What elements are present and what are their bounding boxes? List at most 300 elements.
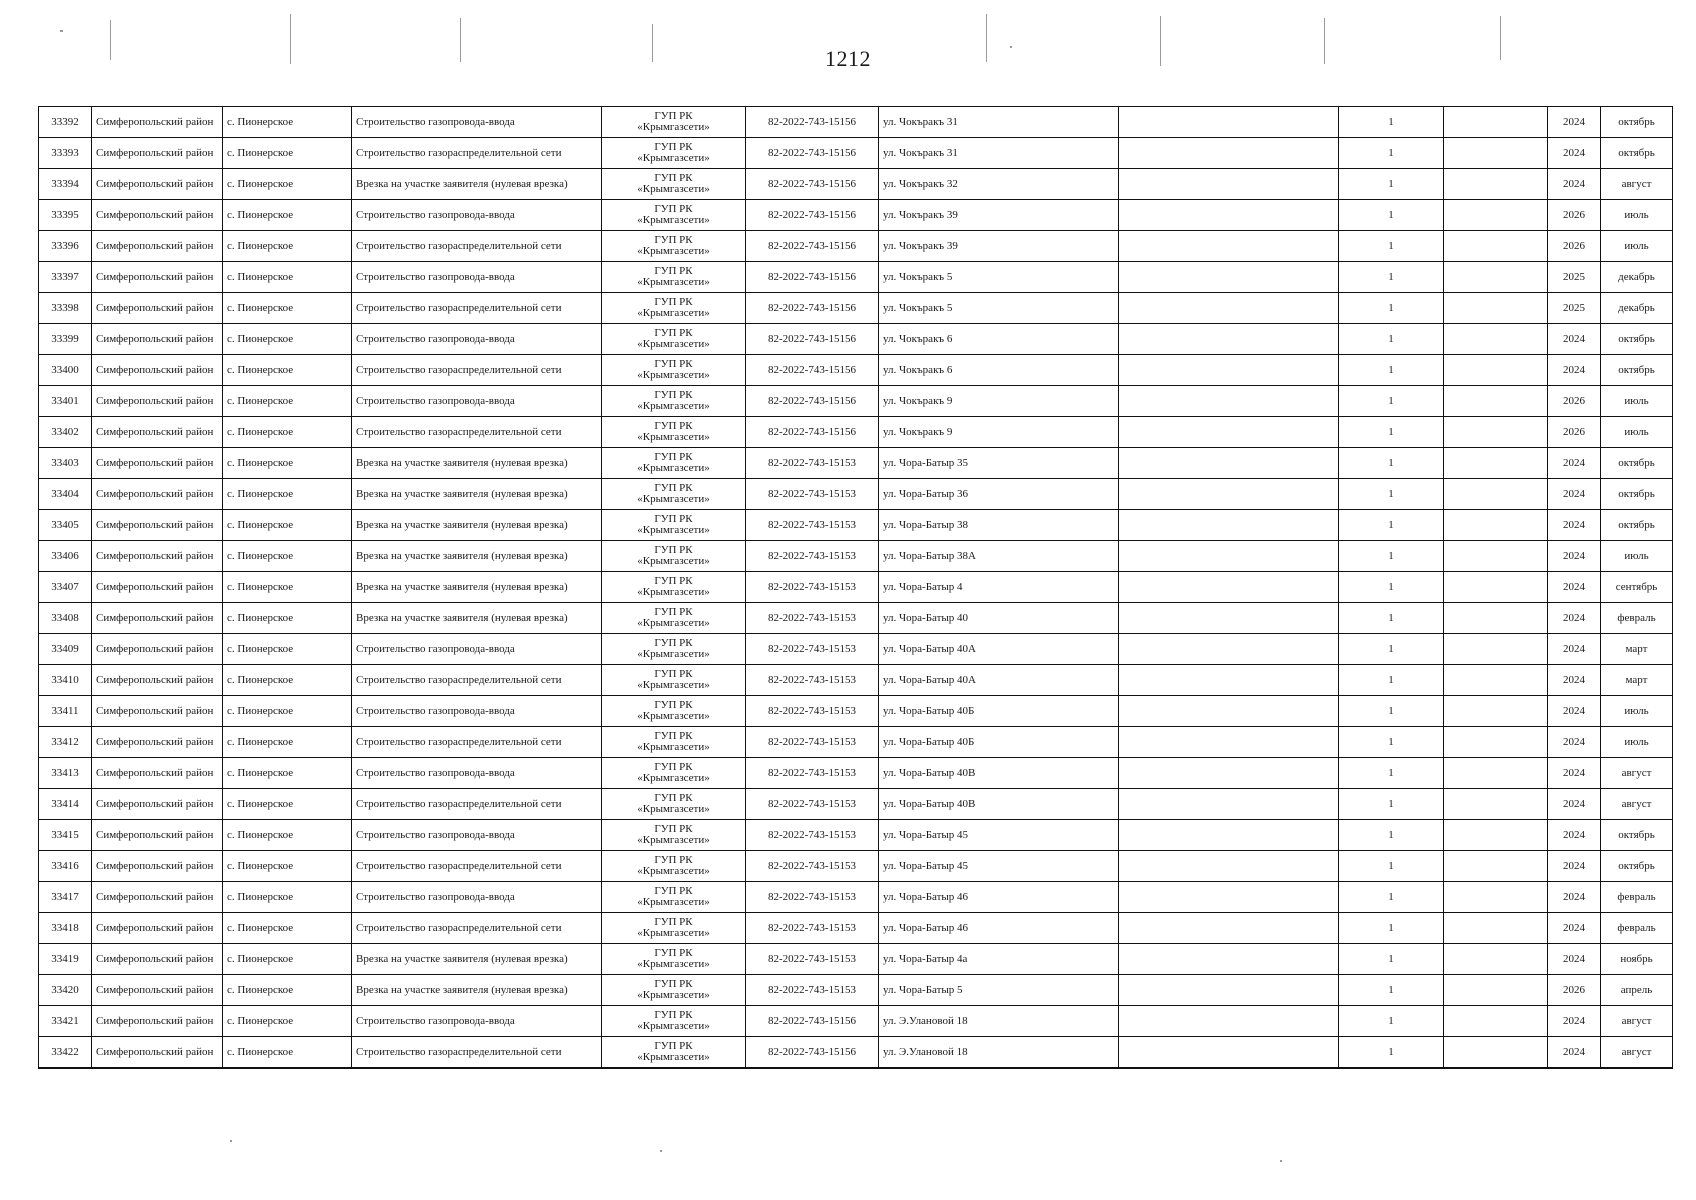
organization-cell [602, 665, 746, 696]
settlement-cell: с. Пионерское [223, 913, 352, 944]
empty-cell [1444, 510, 1548, 541]
count-cell: 1 [1339, 913, 1444, 944]
organization-line-2: «Крымгазсети» [637, 121, 710, 133]
settlement-cell: с. Пионерское [223, 789, 352, 820]
table-row [39, 541, 1673, 572]
district-cell: Симферопольский район [92, 355, 223, 386]
gasification-registry-table [38, 106, 1673, 1069]
count-cell: 1 [1339, 262, 1444, 293]
work-type-cell: Строительство газопровода-ввода [352, 882, 602, 913]
organization-cell [602, 634, 746, 665]
organization-line-1: ГУП РК [654, 947, 693, 959]
row-number-cell: 33416 [39, 851, 92, 882]
settlement-cell: с. Пионерское [223, 572, 352, 603]
empty-cell [1119, 603, 1339, 634]
year-cell: 2024 [1548, 1006, 1601, 1037]
year-cell: 2024 [1548, 572, 1601, 603]
organization-cell [602, 975, 746, 1006]
work-type-cell: Строительство газопровода-ввода [352, 107, 602, 138]
registry-code-cell: 82-2022-743-15153 [746, 479, 879, 510]
organization-line-2: «Крымгазсети» [637, 338, 710, 350]
empty-cell [1119, 448, 1339, 479]
work-type-cell: Строительство газораспределительной сети [352, 913, 602, 944]
address-cell: ул. Чора-Батыр 4а [879, 944, 1119, 975]
address-cell: ул. Чокъракъ 5 [879, 293, 1119, 324]
month-cell: октябрь [1601, 851, 1673, 882]
empty-cell [1119, 727, 1339, 758]
district-cell: Симферопольский район [92, 541, 223, 572]
empty-cell [1444, 696, 1548, 727]
count-cell: 1 [1339, 541, 1444, 572]
table-row [39, 789, 1673, 820]
district-cell: Симферопольский район [92, 324, 223, 355]
organization-cell [602, 479, 746, 510]
count-cell: 1 [1339, 789, 1444, 820]
count-cell: 1 [1339, 634, 1444, 665]
organization-line-1: ГУП РК [654, 916, 693, 928]
district-cell: Симферопольский район [92, 417, 223, 448]
organization-line-2: «Крымгазсети» [637, 431, 710, 443]
organization-cell [602, 293, 746, 324]
organization-line-1: ГУП РК [654, 978, 693, 990]
table-row [39, 293, 1673, 324]
registry-code-cell: 82-2022-743-15153 [746, 727, 879, 758]
row-number-cell: 33414 [39, 789, 92, 820]
settlement-cell: с. Пионерское [223, 262, 352, 293]
settlement-cell: с. Пионерское [223, 665, 352, 696]
empty-cell [1119, 324, 1339, 355]
address-cell: ул. Э.Улановой 18 [879, 1037, 1119, 1069]
count-cell: 1 [1339, 603, 1444, 634]
work-type-cell: Строительство газопровода-ввода [352, 200, 602, 231]
empty-cell [1444, 572, 1548, 603]
count-cell: 1 [1339, 293, 1444, 324]
organization-line-1: ГУП РК [654, 141, 693, 153]
organization-line-2: «Крымгазсети» [637, 369, 710, 381]
organization-line-2: «Крымгазсети» [637, 1051, 710, 1063]
empty-cell [1444, 603, 1548, 634]
registry-code-cell: 82-2022-743-15153 [746, 634, 879, 665]
month-cell: октябрь [1601, 138, 1673, 169]
month-cell: февраль [1601, 603, 1673, 634]
month-cell: декабрь [1601, 262, 1673, 293]
work-type-cell: Строительство газораспределительной сети [352, 727, 602, 758]
empty-cell [1119, 1037, 1339, 1069]
organization-line-2: «Крымгазсети» [637, 307, 710, 319]
organization-cell [602, 510, 746, 541]
empty-cell [1119, 572, 1339, 603]
organization-line-2: «Крымгазсети» [637, 958, 710, 970]
year-cell: 2024 [1548, 634, 1601, 665]
district-cell: Симферопольский район [92, 138, 223, 169]
empty-cell [1444, 262, 1548, 293]
registry-code-cell: 82-2022-743-15153 [746, 696, 879, 727]
empty-cell [1444, 355, 1548, 386]
count-cell: 1 [1339, 851, 1444, 882]
row-number-cell: 33393 [39, 138, 92, 169]
row-number-cell: 33407 [39, 572, 92, 603]
settlement-cell: с. Пионерское [223, 293, 352, 324]
empty-cell [1119, 944, 1339, 975]
address-cell: ул. Чокъракъ 39 [879, 200, 1119, 231]
count-cell: 1 [1339, 1006, 1444, 1037]
month-cell: октябрь [1601, 324, 1673, 355]
work-type-cell: Врезка на участке заявителя (нулевая врезка) [352, 975, 602, 1006]
registry-code-cell: 82-2022-743-15153 [746, 758, 879, 789]
organization-line-2: «Крымгазсети» [637, 183, 710, 195]
registry-code-cell: 82-2022-743-15153 [746, 603, 879, 634]
organization-line-1: ГУП РК [654, 327, 693, 339]
table-row [39, 603, 1673, 634]
empty-cell [1119, 510, 1339, 541]
year-cell: 2026 [1548, 200, 1601, 231]
organization-cell [602, 324, 746, 355]
count-cell: 1 [1339, 820, 1444, 851]
table-row [39, 169, 1673, 200]
row-number-cell: 33398 [39, 293, 92, 324]
empty-cell [1444, 386, 1548, 417]
table-row [39, 1006, 1673, 1037]
organization-line-1: ГУП РК [654, 265, 693, 277]
address-cell: ул. Чора-Батыр 35 [879, 448, 1119, 479]
organization-line-2: «Крымгазсети» [637, 276, 710, 288]
settlement-cell: с. Пионерское [223, 1006, 352, 1037]
year-cell: 2024 [1548, 1037, 1601, 1069]
count-cell: 1 [1339, 727, 1444, 758]
district-cell: Симферопольский район [92, 758, 223, 789]
registry-code-cell: 82-2022-743-15156 [746, 231, 879, 262]
empty-cell [1119, 293, 1339, 324]
empty-cell [1119, 696, 1339, 727]
count-cell: 1 [1339, 324, 1444, 355]
year-cell: 2024 [1548, 479, 1601, 510]
table-row [39, 138, 1673, 169]
year-cell: 2024 [1548, 696, 1601, 727]
organization-cell [602, 913, 746, 944]
month-cell: ноябрь [1601, 944, 1673, 975]
table-row [39, 696, 1673, 727]
address-cell: ул. Э.Улановой 18 [879, 1006, 1119, 1037]
address-cell: ул. Чора-Батыр 38 [879, 510, 1119, 541]
address-cell: ул. Чора-Батыр 46 [879, 882, 1119, 913]
organization-line-1: ГУП РК [654, 885, 693, 897]
empty-cell [1119, 882, 1339, 913]
organization-line-2: «Крымгазсети» [637, 493, 710, 505]
registry-code-cell: 82-2022-743-15153 [746, 820, 879, 851]
registry-code-cell: 82-2022-743-15156 [746, 293, 879, 324]
district-cell: Симферопольский район [92, 479, 223, 510]
settlement-cell: с. Пионерское [223, 882, 352, 913]
table-row [39, 1037, 1673, 1069]
year-cell: 2024 [1548, 851, 1601, 882]
month-cell: июль [1601, 727, 1673, 758]
organization-line-1: ГУП РК [654, 792, 693, 804]
table-row [39, 882, 1673, 913]
district-cell: Симферопольский район [92, 944, 223, 975]
empty-cell [1119, 417, 1339, 448]
row-number-cell: 33395 [39, 200, 92, 231]
row-number-cell: 33405 [39, 510, 92, 541]
district-cell: Симферопольский район [92, 820, 223, 851]
row-number-cell: 33406 [39, 541, 92, 572]
count-cell: 1 [1339, 572, 1444, 603]
registry-code-cell: 82-2022-743-15153 [746, 541, 879, 572]
registry-code-cell: 82-2022-743-15156 [746, 386, 879, 417]
empty-cell [1119, 479, 1339, 510]
organization-line-2: «Крымгазсети» [637, 1020, 710, 1032]
settlement-cell: с. Пионерское [223, 820, 352, 851]
year-cell: 2024 [1548, 913, 1601, 944]
work-type-cell: Врезка на участке заявителя (нулевая врезка) [352, 169, 602, 200]
organization-cell [602, 169, 746, 200]
work-type-cell: Врезка на участке заявителя (нулевая врезка) [352, 448, 602, 479]
organization-cell [602, 417, 746, 448]
registry-code-cell: 82-2022-743-15153 [746, 510, 879, 541]
table-row [39, 758, 1673, 789]
row-number-cell: 33411 [39, 696, 92, 727]
organization-line-2: «Крымгазсети» [637, 772, 710, 784]
year-cell: 2024 [1548, 820, 1601, 851]
empty-cell [1444, 479, 1548, 510]
row-number-cell: 33402 [39, 417, 92, 448]
settlement-cell: с. Пионерское [223, 169, 352, 200]
settlement-cell: с. Пионерское [223, 200, 352, 231]
registry-code-cell: 82-2022-743-15156 [746, 107, 879, 138]
district-cell: Симферопольский район [92, 572, 223, 603]
empty-cell [1444, 417, 1548, 448]
empty-cell [1444, 200, 1548, 231]
empty-cell [1119, 231, 1339, 262]
organization-line-2: «Крымгазсети» [637, 927, 710, 939]
settlement-cell: с. Пионерское [223, 603, 352, 634]
table-row [39, 200, 1673, 231]
work-type-cell: Строительство газопровода-ввода [352, 262, 602, 293]
empty-cell [1444, 665, 1548, 696]
count-cell: 1 [1339, 510, 1444, 541]
organization-line-2: «Крымгазсети» [637, 679, 710, 691]
address-cell: ул. Чора-Батыр 40Б [879, 696, 1119, 727]
row-number-cell: 33400 [39, 355, 92, 386]
address-cell: ул. Чора-Батыр 40В [879, 758, 1119, 789]
empty-cell [1119, 975, 1339, 1006]
settlement-cell: с. Пионерское [223, 479, 352, 510]
address-cell: ул. Чора-Батыр 38А [879, 541, 1119, 572]
organization-line-2: «Крымгазсети» [637, 524, 710, 536]
settlement-cell: с. Пионерское [223, 107, 352, 138]
month-cell: июль [1601, 541, 1673, 572]
district-cell: Симферопольский район [92, 882, 223, 913]
organization-line-2: «Крымгазсети» [637, 555, 710, 567]
month-cell: июль [1601, 386, 1673, 417]
registry-code-cell: 82-2022-743-15156 [746, 200, 879, 231]
row-number-cell: 33421 [39, 1006, 92, 1037]
count-cell: 1 [1339, 696, 1444, 727]
row-number-cell: 33397 [39, 262, 92, 293]
empty-cell [1444, 820, 1548, 851]
empty-cell [1119, 634, 1339, 665]
work-type-cell: Строительство газопровода-ввода [352, 386, 602, 417]
empty-cell [1444, 944, 1548, 975]
organization-line-2: «Крымгазсети» [637, 462, 710, 474]
empty-cell [1119, 820, 1339, 851]
table-row [39, 386, 1673, 417]
work-type-cell: Строительство газопровода-ввода [352, 820, 602, 851]
year-cell: 2024 [1548, 665, 1601, 696]
organization-cell [602, 138, 746, 169]
organization-line-1: ГУП РК [654, 544, 693, 556]
table-row [39, 355, 1673, 386]
district-cell: Симферопольский район [92, 975, 223, 1006]
table-row [39, 231, 1673, 262]
address-cell: ул. Чокъракъ 5 [879, 262, 1119, 293]
address-cell: ул. Чокъракъ 6 [879, 355, 1119, 386]
district-cell: Симферопольский район [92, 665, 223, 696]
work-type-cell: Строительство газопровода-ввода [352, 696, 602, 727]
work-type-cell: Строительство газопровода-ввода [352, 1006, 602, 1037]
registry-body [39, 107, 1673, 1069]
organization-cell [602, 944, 746, 975]
month-cell: октябрь [1601, 448, 1673, 479]
month-cell: апрель [1601, 975, 1673, 1006]
row-number-cell: 33403 [39, 448, 92, 479]
table-row [39, 913, 1673, 944]
district-cell: Симферопольский район [92, 200, 223, 231]
organization-line-1: ГУП РК [654, 668, 693, 680]
work-type-cell: Строительство газораспределительной сети [352, 1037, 602, 1069]
year-cell: 2025 [1548, 293, 1601, 324]
month-cell: октябрь [1601, 510, 1673, 541]
year-cell: 2024 [1548, 324, 1601, 355]
count-cell: 1 [1339, 355, 1444, 386]
year-cell: 2024 [1548, 882, 1601, 913]
empty-cell [1444, 913, 1548, 944]
organization-line-1: ГУП РК [654, 1009, 693, 1021]
organization-line-1: ГУП РК [654, 389, 693, 401]
settlement-cell: с. Пионерское [223, 727, 352, 758]
registry-code-cell: 82-2022-743-15156 [746, 417, 879, 448]
year-cell: 2024 [1548, 448, 1601, 479]
work-type-cell: Строительство газораспределительной сети [352, 231, 602, 262]
district-cell: Симферопольский район [92, 727, 223, 758]
work-type-cell: Строительство газораспределительной сети [352, 355, 602, 386]
table-row [39, 944, 1673, 975]
count-cell: 1 [1339, 169, 1444, 200]
district-cell: Симферопольский район [92, 696, 223, 727]
row-number-cell: 33396 [39, 231, 92, 262]
registry-code-cell: 82-2022-743-15153 [746, 572, 879, 603]
address-cell: ул. Чокъракъ 6 [879, 324, 1119, 355]
organization-cell [602, 882, 746, 913]
settlement-cell: с. Пионерское [223, 975, 352, 1006]
organization-cell [602, 262, 746, 293]
row-number-cell: 33408 [39, 603, 92, 634]
address-cell: ул. Чора-Батыр 40 [879, 603, 1119, 634]
year-cell: 2024 [1548, 789, 1601, 820]
year-cell: 2024 [1548, 355, 1601, 386]
month-cell: июль [1601, 231, 1673, 262]
organization-cell [602, 386, 746, 417]
registry-code-cell: 82-2022-743-15153 [746, 851, 879, 882]
row-number-cell: 33394 [39, 169, 92, 200]
count-cell: 1 [1339, 758, 1444, 789]
organization-cell [602, 696, 746, 727]
month-cell: август [1601, 169, 1673, 200]
district-cell: Симферопольский район [92, 603, 223, 634]
work-type-cell: Строительство газораспределительной сети [352, 851, 602, 882]
organization-line-1: ГУП РК [654, 296, 693, 308]
organization-line-1: ГУП РК [654, 110, 693, 122]
organization-line-1: ГУП РК [654, 234, 693, 246]
empty-cell [1444, 448, 1548, 479]
address-cell: ул. Чокъракъ 39 [879, 231, 1119, 262]
count-cell: 1 [1339, 200, 1444, 231]
month-cell: июль [1601, 417, 1673, 448]
table-row [39, 975, 1673, 1006]
row-number-cell: 33418 [39, 913, 92, 944]
registry-code-cell: 82-2022-743-15156 [746, 138, 879, 169]
organization-line-2: «Крымгазсети» [637, 834, 710, 846]
organization-line-2: «Крымгазсети» [637, 214, 710, 226]
table-row [39, 665, 1673, 696]
organization-line-1: ГУП РК [654, 730, 693, 742]
empty-cell [1119, 541, 1339, 572]
empty-cell [1444, 169, 1548, 200]
organization-line-2: «Крымгазсети» [637, 586, 710, 598]
row-number-cell: 33419 [39, 944, 92, 975]
year-cell: 2024 [1548, 603, 1601, 634]
organization-line-2: «Крымгазсети» [637, 741, 710, 753]
table-row [39, 510, 1673, 541]
settlement-cell: с. Пионерское [223, 138, 352, 169]
organization-line-2: «Крымгазсети» [637, 400, 710, 412]
year-cell: 2024 [1548, 138, 1601, 169]
organization-line-1: ГУП РК [654, 482, 693, 494]
month-cell: август [1601, 789, 1673, 820]
month-cell: декабрь [1601, 293, 1673, 324]
row-number-cell: 33415 [39, 820, 92, 851]
organization-cell [602, 851, 746, 882]
count-cell: 1 [1339, 1037, 1444, 1069]
work-type-cell: Врезка на участке заявителя (нулевая врезка) [352, 572, 602, 603]
organization-line-1: ГУП РК [654, 1040, 693, 1052]
organization-line-2: «Крымгазсети» [637, 152, 710, 164]
table-row [39, 820, 1673, 851]
empty-cell [1444, 1037, 1548, 1069]
organization-line-1: ГУП РК [654, 513, 693, 525]
organization-line-2: «Крымгазсети» [637, 865, 710, 877]
month-cell: август [1601, 758, 1673, 789]
organization-line-2: «Крымгазсети» [637, 803, 710, 815]
address-cell: ул. Чора-Батыр 40В [879, 789, 1119, 820]
empty-cell [1444, 541, 1548, 572]
address-cell: ул. Чора-Батыр 45 [879, 851, 1119, 882]
organization-cell [602, 355, 746, 386]
organization-line-2: «Крымгазсети» [637, 896, 710, 908]
organization-line-1: ГУП РК [654, 575, 693, 587]
month-cell: сентябрь [1601, 572, 1673, 603]
year-cell: 2024 [1548, 944, 1601, 975]
organization-line-1: ГУП РК [654, 358, 693, 370]
year-cell: 2026 [1548, 386, 1601, 417]
district-cell: Симферопольский район [92, 262, 223, 293]
organization-line-1: ГУП РК [654, 606, 693, 618]
row-number-cell: 33399 [39, 324, 92, 355]
organization-cell [602, 107, 746, 138]
count-cell: 1 [1339, 448, 1444, 479]
address-cell: ул. Чора-Батыр 5 [879, 975, 1119, 1006]
organization-cell [602, 200, 746, 231]
empty-cell [1119, 355, 1339, 386]
